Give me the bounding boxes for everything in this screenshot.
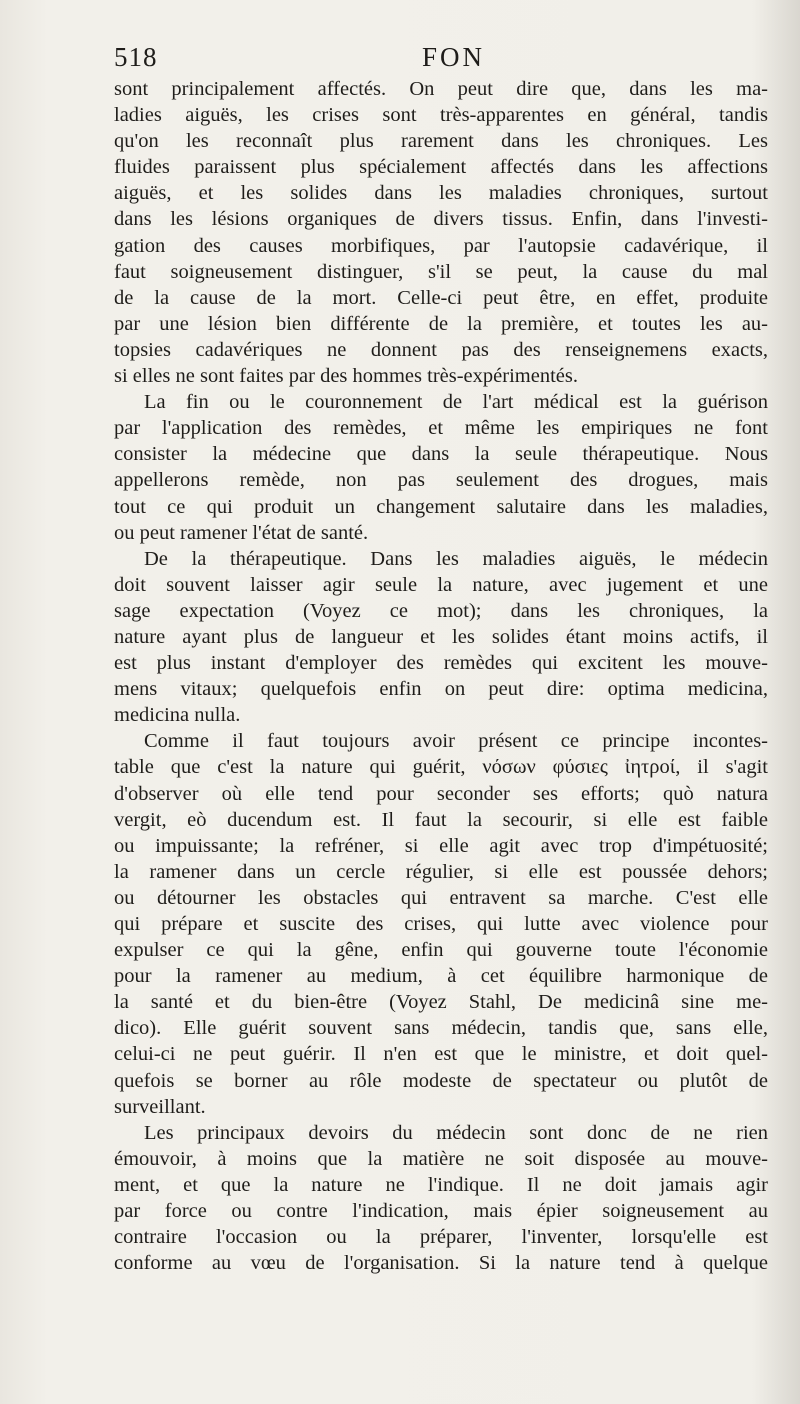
- text-line: ou détourner les obstacles qui entravent sa marche. C'est elle: [114, 886, 768, 909]
- text-line: doit souvent laisser agir seule la nature, avec jugement et une: [114, 573, 768, 596]
- text-line: celui-ci ne peut guérir. Il n'en est que le ministre, et doit quel-: [114, 1043, 768, 1066]
- text-line: Comme il faut toujours avoir présent ce principe incontes-: [144, 730, 768, 753]
- text-line: surveillant.: [114, 1095, 206, 1118]
- text-line: dans les lésions organiques de divers tissus. Enfin, dans l'investi-: [114, 208, 768, 231]
- text-line: tout ce qui produit un changement salutaire dans les maladies,: [114, 495, 768, 518]
- text-line: topsies cadavériques ne donnent pas des renseignemens exacts,: [114, 338, 768, 361]
- text-line: fluides paraissent plus spécialement affectés dans les affections: [114, 156, 768, 179]
- text-line: qu'on les reconnaît plus rarement dans les chroniques. Les: [114, 130, 768, 153]
- text-line: medicina nulla.: [114, 704, 241, 727]
- text-line: est plus instant d'employer des remèdes qui excitent les mouve-: [114, 652, 768, 675]
- text-line: sont principalement affectés. On peut dire que, dans les ma-: [114, 78, 768, 100]
- text-line: par une lésion bien différente de la première, et toutes les au-: [114, 312, 768, 335]
- text-line: table que c'est la nature qui guérit, νόσων φύσιες ἰητροί, il s'agit: [114, 756, 768, 779]
- text-line: ment, et que la nature ne l'indique. Il ne doit jamais agir: [114, 1173, 768, 1196]
- text-line: faut soigneusement distinguer, s'il se peut, la cause du mal: [114, 260, 768, 283]
- running-head: FON: [422, 42, 486, 72]
- text-line: nature ayant plus de langueur et les solides étant moins actifs, il: [114, 625, 768, 648]
- body-text: [114, 76, 768, 1276]
- text-line: ou peut ramener l'état de santé.: [114, 521, 369, 544]
- text-line: Les principaux devoirs du médecin sont donc de ne rien: [144, 1121, 768, 1144]
- text-line: quefois se borner au rôle modeste de spectateur ou plutôt de: [114, 1069, 768, 1092]
- text-line: par l'application des remèdes, et même les empiriques ne font: [114, 417, 768, 440]
- text-line: consister la médecine que dans la seule thérapeutique. Nous: [114, 443, 768, 466]
- text-line: sage expectation (Voyez ce mot); dans les chroniques, la: [114, 599, 768, 622]
- text-line: appellerons remède, non pas seulement des drogues, mais: [114, 469, 768, 492]
- text-line: aiguës, et les solides dans les maladies chroniques, surtout: [114, 182, 768, 205]
- text-line: d'observer où elle tend pour seconder ses efforts; quò natura: [114, 782, 768, 805]
- text-line: La fin ou le couronnement de l'art médical est la guérison: [144, 391, 768, 414]
- text-line: la ramener dans un cercle régulier, si elle est poussée dehors;: [114, 860, 768, 883]
- text-line: expulser ce qui la gêne, enfin qui gouverne toute l'économie: [114, 939, 768, 962]
- text-line: ou impuissante; la refréner, si elle agit avec trop d'impétuosité;: [114, 834, 768, 857]
- text-line: qui prépare et suscite des crises, qui lutte avec violence pour: [114, 913, 768, 935]
- text-line: pour la ramener au medium, à cet équilibre harmonique de: [114, 965, 768, 988]
- text-line: émouvoir, à moins que la matière ne soit disposée au mouve-: [114, 1147, 768, 1170]
- text-line: vergit, eò ducendum est. Il faut la secourir, si elle est faible: [114, 808, 768, 831]
- text-line: mens vitaux; quelquefois enfin on peut dire: optima medicina,: [114, 678, 768, 701]
- page-number: 518: [114, 42, 158, 72]
- text-line: par force ou contre l'indication, mais épier soigneusement au: [114, 1200, 768, 1223]
- text-line: De la thérapeutique. Dans les maladies aiguës, le médecin: [144, 547, 768, 570]
- text-line: dico). Elle guérit souvent sans médecin, tandis que, sans elle,: [114, 1017, 768, 1040]
- text-line: gation des causes morbifiques, par l'autopsie cadavérique, il: [114, 234, 768, 257]
- text-line: de la cause de la mort. Celle-ci peut être, en effet, produite: [114, 286, 768, 309]
- text-line: la santé et du bien-être (Voyez Stahl, De medicinâ sine me-: [114, 991, 768, 1014]
- text-line: conforme au vœu de l'organisation. Si la nature tend à quelque: [114, 1252, 768, 1275]
- text-line: ladies aiguës, les crises sont très-apparentes en général, tandis: [114, 104, 768, 127]
- text-line: contraire l'occasion ou la préparer, l'inventer, lorsqu'elle est: [114, 1226, 768, 1249]
- text-line: si elles ne sont faites par des hommes très-expérimentés.: [114, 365, 578, 388]
